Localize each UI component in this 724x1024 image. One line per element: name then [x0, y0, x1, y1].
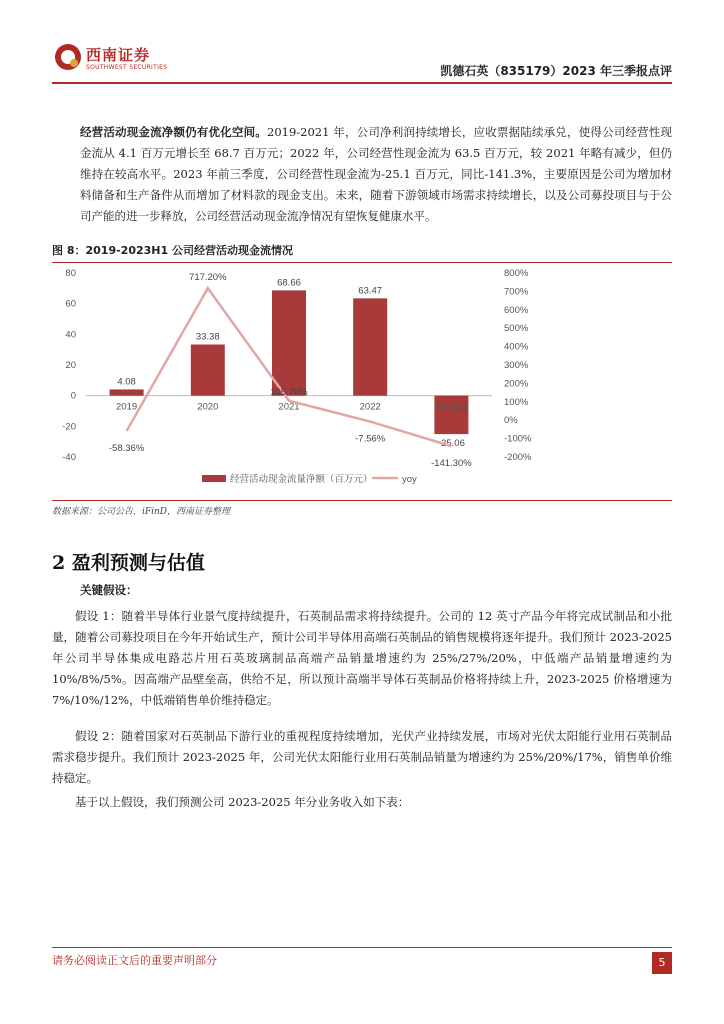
y-left-tick-label: 20	[65, 360, 76, 371]
cashflow-paragraph-body: 2019-2021 年，公司净利润持续增长，应收票据陆续承兑，使得公司经营性现金流从 4.1 百万元增长至 68.7 百万元；2022 年，公司经营性现金流为 63.5 百万元，较 2021 年略有减少，但仍维持在较高水平。2023 年前三季度，公司经营性现金流为-25.1 百万元，同比-141.3%，主要原因是公司为增加材料储备和生产备件从而增加了材料款的现金支出。未来，随着下游领域市场需求持续增长，以及公司募投项目与于公司产能的进一步释放，公司经营活动现金流净情况有望恢复健康水平。	[80, 125, 672, 223]
y-left-tick-label: -40	[62, 452, 76, 463]
y-right-tick-label: 500%	[504, 323, 529, 335]
y-right-tick-label: 200%	[504, 378, 529, 390]
yoy-data-label: 717.20%	[189, 272, 227, 284]
yoy-data-label: -58.36%	[108, 442, 145, 454]
cashflow-paragraph	[80, 122, 672, 227]
y-left-tick-label: 0	[70, 390, 76, 402]
y-right-tick-label: 400%	[504, 341, 529, 353]
logo-subtext: SOUTHWEST SECURITIES	[86, 64, 168, 71]
legend-line-label: yoy	[402, 474, 417, 485]
bar	[272, 290, 306, 395]
forecast-intro-paragraph: 基于以上假设，我们预测公司 2023-2025 年分业务收入如下表：	[75, 795, 410, 809]
footer-disclaimer: 请务必阅读正文后的重要声明部分	[52, 954, 217, 967]
y-right-tick-label: 600%	[504, 304, 529, 316]
x-tick-label: 2021	[278, 401, 300, 413]
y-left-tick-label: 40	[65, 329, 76, 341]
bar-data-label: 4.08	[117, 376, 136, 388]
bar	[191, 344, 225, 395]
cashflow-chart	[52, 263, 672, 499]
y-right-tick-label: -100%	[504, 433, 532, 445]
legend-bar-label: 经营活动现金流量净额（百万元）	[230, 474, 373, 485]
header-divider	[52, 82, 672, 84]
bar-data-label: 63.47	[358, 285, 383, 297]
footer-divider	[52, 947, 672, 948]
section-subtitle: 关键假设：	[80, 583, 138, 597]
bar-data-label: 68.66	[277, 277, 301, 289]
report-title: 凯德石英（835179）2023 年三季报点评	[440, 64, 672, 78]
bar	[353, 298, 387, 395]
yoy-data-label: 105.70%	[270, 386, 308, 398]
x-tick-label: 2019	[116, 401, 138, 413]
page-number: 5	[652, 952, 672, 974]
yoy-data-label: -141.30%	[431, 458, 472, 470]
y-left-tick-label: -20	[62, 421, 76, 433]
figure-bottom-rule	[52, 500, 672, 501]
y-right-tick-label: 700%	[504, 286, 529, 298]
y-right-tick-label: 100%	[504, 396, 529, 408]
cashflow-paragraph-lead: 经营活动现金流净额仍有优化空间。	[80, 125, 267, 139]
bar-data-label: -25.06	[437, 438, 465, 450]
figure-source: 数据来源：公司公告，iFinD，西南证券整理	[52, 507, 231, 517]
y-right-tick-label: 300%	[504, 360, 529, 371]
section-title: 2 盈利预测与估值	[52, 552, 205, 574]
bar	[110, 389, 144, 395]
assumption-1-paragraph: 假设 1：随着半导体行业景气度持续提升，石英制品需求将持续提升。公司的 12 英寸产品今年将完成试制品和小批量，随着公司募投项目在今年开始试生产，预计公司半导体用高端石英制品的销售规模将逐年提升。我们预计 2023-2025 年公司半导体集成电路芯片用石英玻璃制品高端产品销量增速约为 25%/27%/20%，中低端产品销量增速约为 10%/8%/5%。因高端产品壁垒高，供给不足，所以预计高端半导体石英制品价格将持续上升，2023-2025 价格增速为 7%/10%/12%，中低端销售单价维持稳定。	[52, 609, 672, 707]
yoy-data-label: -7.56%	[355, 433, 386, 445]
x-tick-label: 2022	[359, 401, 381, 413]
legend-bar-swatch	[202, 475, 226, 482]
figure-title: 图 8：2019-2023H1 公司经营活动现金流情况	[52, 244, 293, 257]
bar-data-label: 33.38	[195, 331, 220, 343]
x-tick-label: 2020	[197, 401, 219, 413]
y-right-tick-label: -200%	[504, 452, 532, 463]
x-tick-label: 2023Q3	[434, 401, 469, 413]
y-left-tick-label: 80	[65, 268, 76, 279]
page-header	[0, 0, 724, 90]
y-right-tick-label: 800%	[504, 268, 529, 279]
y-right-tick-label: 0%	[504, 415, 518, 427]
assumption-2-paragraph: 假设 2：随着国家对石英制品下游行业的重视程度持续增加，光伏产业持续发展，市场对光伏太阳能行业用石英制品需求稳步提升。我们预计 2023-2025 年，公司光伏太阳能行业用石英制品销量为增速约为 25%/20%/17%，销售单价维持稳定。	[52, 729, 672, 785]
logo-icon	[55, 44, 81, 70]
logo-text: 西南证券	[86, 46, 151, 64]
y-left-tick-label: 60	[65, 298, 76, 310]
